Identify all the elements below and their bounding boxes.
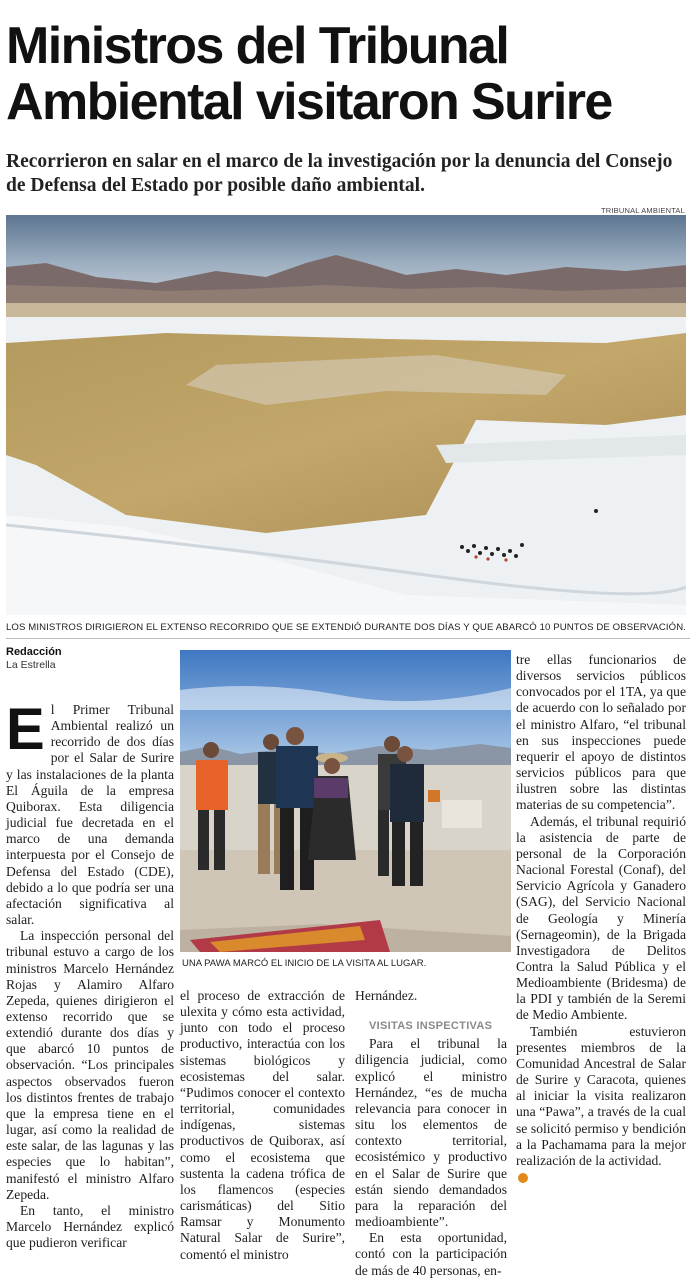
article-paragraph-3: En tanto, el ministro Marcelo Hernández explicó que pudieron verificar [6,1202,174,1251]
article-column-4 [516,652,686,1185]
article-paragraph-9: Además, el tribunal requirió la asistencia de parte de personal de la Corporación Nacional Forestal (Conaf), del Servicio Agrícola y Ganadero (SAG), del Servicio Nacional de Geología y Minería (Sernageomin), de la Brigada Investigadora de Delitos Contra la Salud Pública y el Medioambiente (Bridesma) de la PDI y también de la Seremi de Medio Ambiente. [516,813,686,1023]
article-paragraph-10: También estuvieron presentes miembros de la Comunidad Ancestral de Salar de Surire y Caracota, quienes al iniciar la visita realizaron una “Pawa”, a través de la cual se solicitó permiso y bendición a la Pachamama para la mejor realización de la actividad. [516,1023,686,1168]
main-photo-caption: LOS MINISTROS DIRIGIERON EL EXTENSO RECORRIDO QUE SE EXTENDIÓ DURANTE DOS DÍAS Y QUE ABARCÓ 10 PUNTOS DE OBSERVACIÓN. [6,622,687,633]
main-photo-salar [6,215,686,615]
article-paragraph-6: Para el tribunal la diligencia judicial, como explicó el ministro Hernández, “es de mucha relevancia para conocer in situ los elementos de contexto territorial, ecosistémico y productivo en el Salar de Surire que están siendo demandados para la reparación del medioambiente”. [355,1036,507,1230]
inset-photo-caption: UNA PAWA MARCÓ EL INICIO DE LA VISITA AL LUGAR. [182,958,427,969]
divider [6,638,690,639]
article-column-1 [6,697,174,1251]
end-mark-icon [518,1173,528,1183]
photo-credit: TRIBUNAL AMBIENTAL [600,206,685,215]
article-paragraph-8: tre ellas funcionarios de diversos servicios públicos convocados por el 1TA, ya que de acuerdo con lo señalado por el ministro Alfaro, “el tribunal en sus inspecciones puede requerir el apoyo de distintos servicios públicos para que ilustren sobre las distintas materias de su competencia”. [516,652,686,813]
byline [6,646,62,671]
article-column-3 [355,988,507,1279]
article-column-2 [180,988,345,1263]
subheadline: Recorrieron en salar en el marco de la investigación por la denuncia del Consejo de Defensa del Estado por posible daño ambiental. [6,151,673,196]
byline-source: La Estrella [6,659,56,671]
inset-photo-pawa [180,650,511,952]
article-paragraph-4: el proceso de extracción de ulexita y cómo esta actividad, junto con todo el proceso productivo, interactúa con los sistemas biológicos y ecosistemas del salar. “Pudimos conocer el contexto territorial, comunidades indígenas, sistemas productivos de Quiborax, así como el ecosistema que sustenta la cadena trófica de los flamencos (especies carismáticas) del Sitio Ramsar y Monumento Natural Salar de Surire”, comentó el ministro [180,988,345,1262]
byline-author: Redacción [6,646,62,658]
article-paragraph-7: En esta oportunidad, contó con la participación de más de 40 personas, en- [355,1230,507,1278]
headline: Ministros del Tribunal Ambiental visitaron Surire [6,17,612,131]
drop-cap: E [6,697,45,762]
article-paragraph-2: La inspección personal del tribunal estuvo a cargo de los ministros Marcelo Hernández Rojas y Alamiro Alfaro Zepeda, quienes dirigieron el extenso recorrido que se extendió durante dos días y que abarcó 10 puntos de observación. “Los principales aspectos observados fueron los distintos frentes de trabajo que la empresa tiene en el lugar, así como la realidad de este salar, de las lagunas y las especies que lo habitan”, manifestó el ministro Alfaro Zepeda. [6,928,174,1202]
article-paragraph-5: Hernández. [355,988,418,1003]
article-paragraph-1: El Primer Tribunal Ambiental realizó un recorrido de dos días por el Salar de Surire y las instalaciones de la planta El Águila de la empresa Quiborax. Esta diligencia judicial fue decretada en el marco de una demanda interpuesta por el Consejo de Defensa del Estado (CDE), debido a lo que podría ser una afectación significativa al salar. [6,697,174,928]
article-end [516,1169,686,1185]
section-heading: VISITAS INSPECTIVAS [369,1020,493,1033]
